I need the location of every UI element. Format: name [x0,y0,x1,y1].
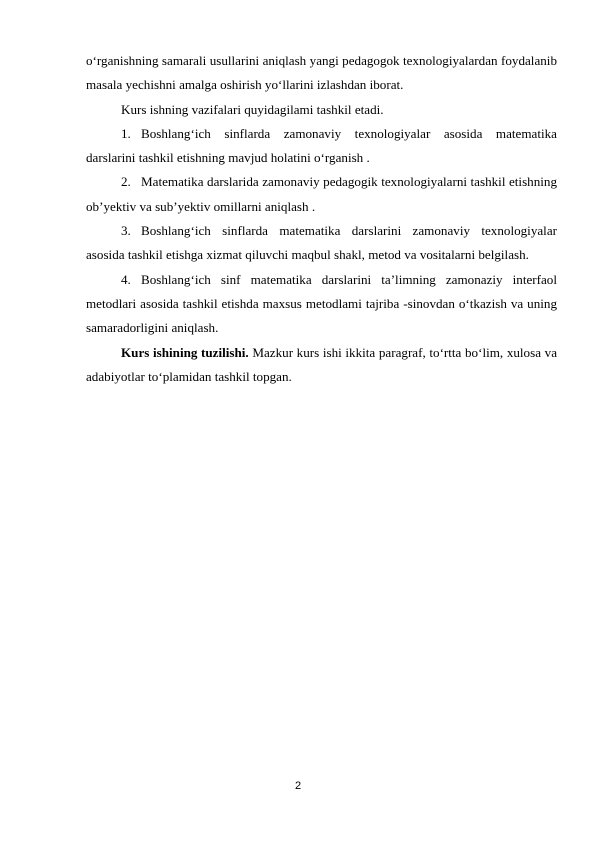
structure-paragraph [86,341,557,390]
task-number: 3. [121,223,131,239]
task-number: 1. [121,125,131,141]
task-text: Boshlang‘ich sinflarda matematika darslarini zamonaviy texnologiyalar asosida tashkil etishga xizmat qiluvchi maqbul shakl, metod va vositalarni belgilash. [86,223,557,263]
tasks-lead-paragraph: Kurs ishning vazifalari quyidagilami tashkil etadi. [121,101,384,117]
task-number: 4. [121,271,131,287]
document-body [86,49,557,389]
task-item-2 [86,170,557,219]
structure-heading: Kurs ishining tuzilishi. [121,344,249,360]
intro-continuation-paragraph: o‘rganishning samarali usullarini aniqlash yangi pedagogok texnologiyalardan foydalanib masala yechishni amalga oshirish yo‘llarini izlashdan iborat. [86,53,557,93]
task-text: Boshlang‘ich sinflarda zamonaviy texnologiyalar asosida matematika darslarini tashkil etishning mavjud holatini o‘rganish . [86,125,557,166]
structure-text: Mazkur kurs ishi ikkita paragraf, to‘rtta bo‘lim, xulosa va adabiyotlar to‘plamidan tashkil topgan. [86,344,558,384]
page-number: 2 [294,780,302,792]
task-text: Matematika darslarida zamonaviy pedagogik texnologiyalarni tashkil etishning ob’yektiv va sub’yektiv omillarni aniqlash . [86,174,557,214]
task-item-4 [86,268,557,341]
task-text: Boshlang‘ich sinf matematika darslarini ta’limning zamonaziy interfaol metodlari asosida tashkil etishda maxsus metodlami tajriba -sinovdan o‘tkazish va uning samaradorligini aniqlash. [86,271,557,336]
task-number: 2. [121,174,131,190]
task-item-1 [86,122,557,171]
task-item-3 [86,219,557,268]
